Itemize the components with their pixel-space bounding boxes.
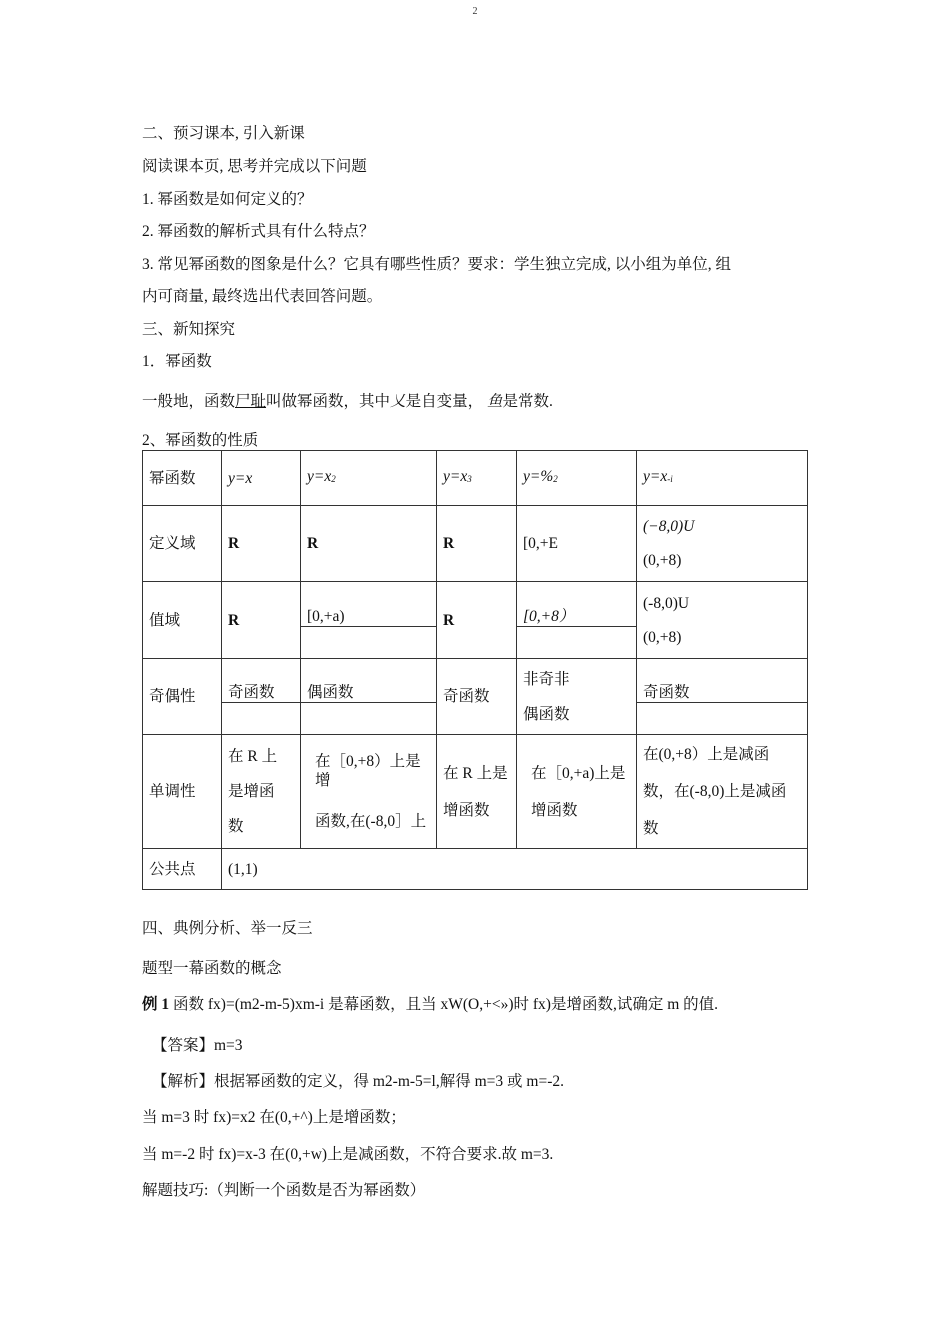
domain-y-x3: R	[443, 535, 455, 552]
properties-table	[142, 450, 808, 890]
page-number: 2	[472, 6, 478, 17]
range-y-x-inverse: (-8,0)U (0,+8)	[637, 582, 808, 659]
header-y-x-half: $y=\%_2$	[517, 451, 637, 506]
range-y-x3: R	[443, 611, 455, 629]
header-y-x3: $y=x_3$	[437, 451, 517, 506]
tip-line: 解题技巧:（判断一个函数是否为幂函数）	[142, 1182, 426, 1199]
monotonicity-y-x3: 在 R 上是 增函数	[437, 735, 517, 849]
monotonicity-row	[143, 735, 808, 849]
definition-sentence: 一般地，函数尸耻叫做幂函数，其中乂是自变量， 鱼是常数.	[142, 393, 553, 410]
function-expression: 尸耻	[235, 393, 267, 410]
header-y-x-inverse: $y=x_{-i}$	[637, 451, 808, 506]
section2-heading: 二、预习课本, 引入新课	[142, 125, 305, 142]
example-label: 例 1	[142, 996, 170, 1013]
table-header-row	[143, 451, 808, 506]
domain-label: 定义域	[143, 506, 222, 582]
section2-intro: 阅读课本页, 思考并完成以下问题	[142, 158, 367, 175]
header-label: 幂函数	[143, 451, 222, 506]
parity-y-x2: 偶函数	[301, 659, 437, 735]
common-point-row	[143, 849, 808, 890]
monotonicity-y-x-inverse: 在(0,+8）上是减函 数，在(-8,0)上是减函 数	[637, 735, 808, 849]
domain-y-x-inverse: (−8,0)U (0,+8)	[637, 506, 808, 582]
monotonicity-y-x-half: 在［0,+a)上是 增函数	[517, 735, 637, 849]
header-y-x2: $y=x_2$	[301, 451, 437, 506]
question-2: 2. 幂函数的解析式具有什么特点？	[142, 223, 375, 240]
parity-y-x-half: 非奇非 偶函数	[517, 659, 637, 735]
section4-heading: 四、典例分析、举一反三	[142, 920, 313, 937]
subsection-properties: 2、幂函数的性质	[142, 432, 259, 449]
domain-y-x2: R	[307, 535, 319, 552]
parity-y-x-inverse: 奇函数	[637, 659, 808, 735]
answer-line: 【答案】m=3	[152, 1037, 243, 1054]
range-y-x-half: [0,+8）	[517, 582, 637, 659]
question-3-line2: 内可商量, 最终选出代表回答问题。	[142, 288, 383, 305]
question-1: 1. 幂函数是如何定义的？	[142, 191, 313, 208]
example-1: 例 1 函数 fx)=(m2-m-5)xm-i 是幕函数，且当 xW(O,+<»)时 fx)是增函数,试确定 m 的值.	[142, 996, 718, 1013]
case-m-3: 当 m=3 时 fx)=x2 在(0,+^)上是增函数；	[142, 1109, 406, 1126]
monotonicity-label: 单调性	[143, 735, 222, 849]
domain-row	[143, 506, 808, 582]
section3-heading: 三、新知探究	[142, 321, 236, 338]
monotonicity-y-x2: 在［0,+8）上是增 函数,在(-8,0］上	[301, 735, 437, 849]
header-y-x: y=x	[222, 451, 301, 506]
constant-symbol: 鱼	[486, 393, 503, 410]
case-m-minus2: 当 m=-2 时 fx)=x-3 在(0,+w)上是减函数，不符合要求.故 m=3.	[142, 1146, 554, 1163]
parity-y-x3: 奇函数	[437, 659, 517, 735]
monotonicity-y-x: 在 R 上 是增函 数	[222, 735, 301, 849]
parity-y-x: 奇函数	[222, 659, 301, 735]
domain-y-x: R	[228, 535, 240, 552]
analysis-line: 【解析】根据幂函数的定义，得 m2-m-5=l,解得 m=3 或 m=-2.	[152, 1073, 564, 1090]
question-3-line1: 3. 常见幂函数的图象是什么？它具有哪些性质？要求：学生独立完成, 以小组为单位, 组	[142, 256, 732, 273]
common-point-label: 公共点	[143, 849, 222, 890]
common-point-value: (1,1)	[222, 849, 808, 890]
topic-heading: 题型一幕函数的概念	[142, 960, 282, 977]
parity-row	[143, 659, 808, 735]
domain-y-x-half: [0,+E	[517, 506, 637, 582]
range-label: 值域	[143, 582, 222, 659]
variable-symbol: 乂	[390, 393, 406, 410]
parity-label: 奇偶性	[143, 659, 222, 735]
subsection-power-function: 1．幂函数	[142, 353, 212, 370]
range-y-x: R	[228, 611, 240, 629]
range-y-x2: [0,+a)	[301, 582, 437, 659]
range-row	[143, 582, 808, 659]
